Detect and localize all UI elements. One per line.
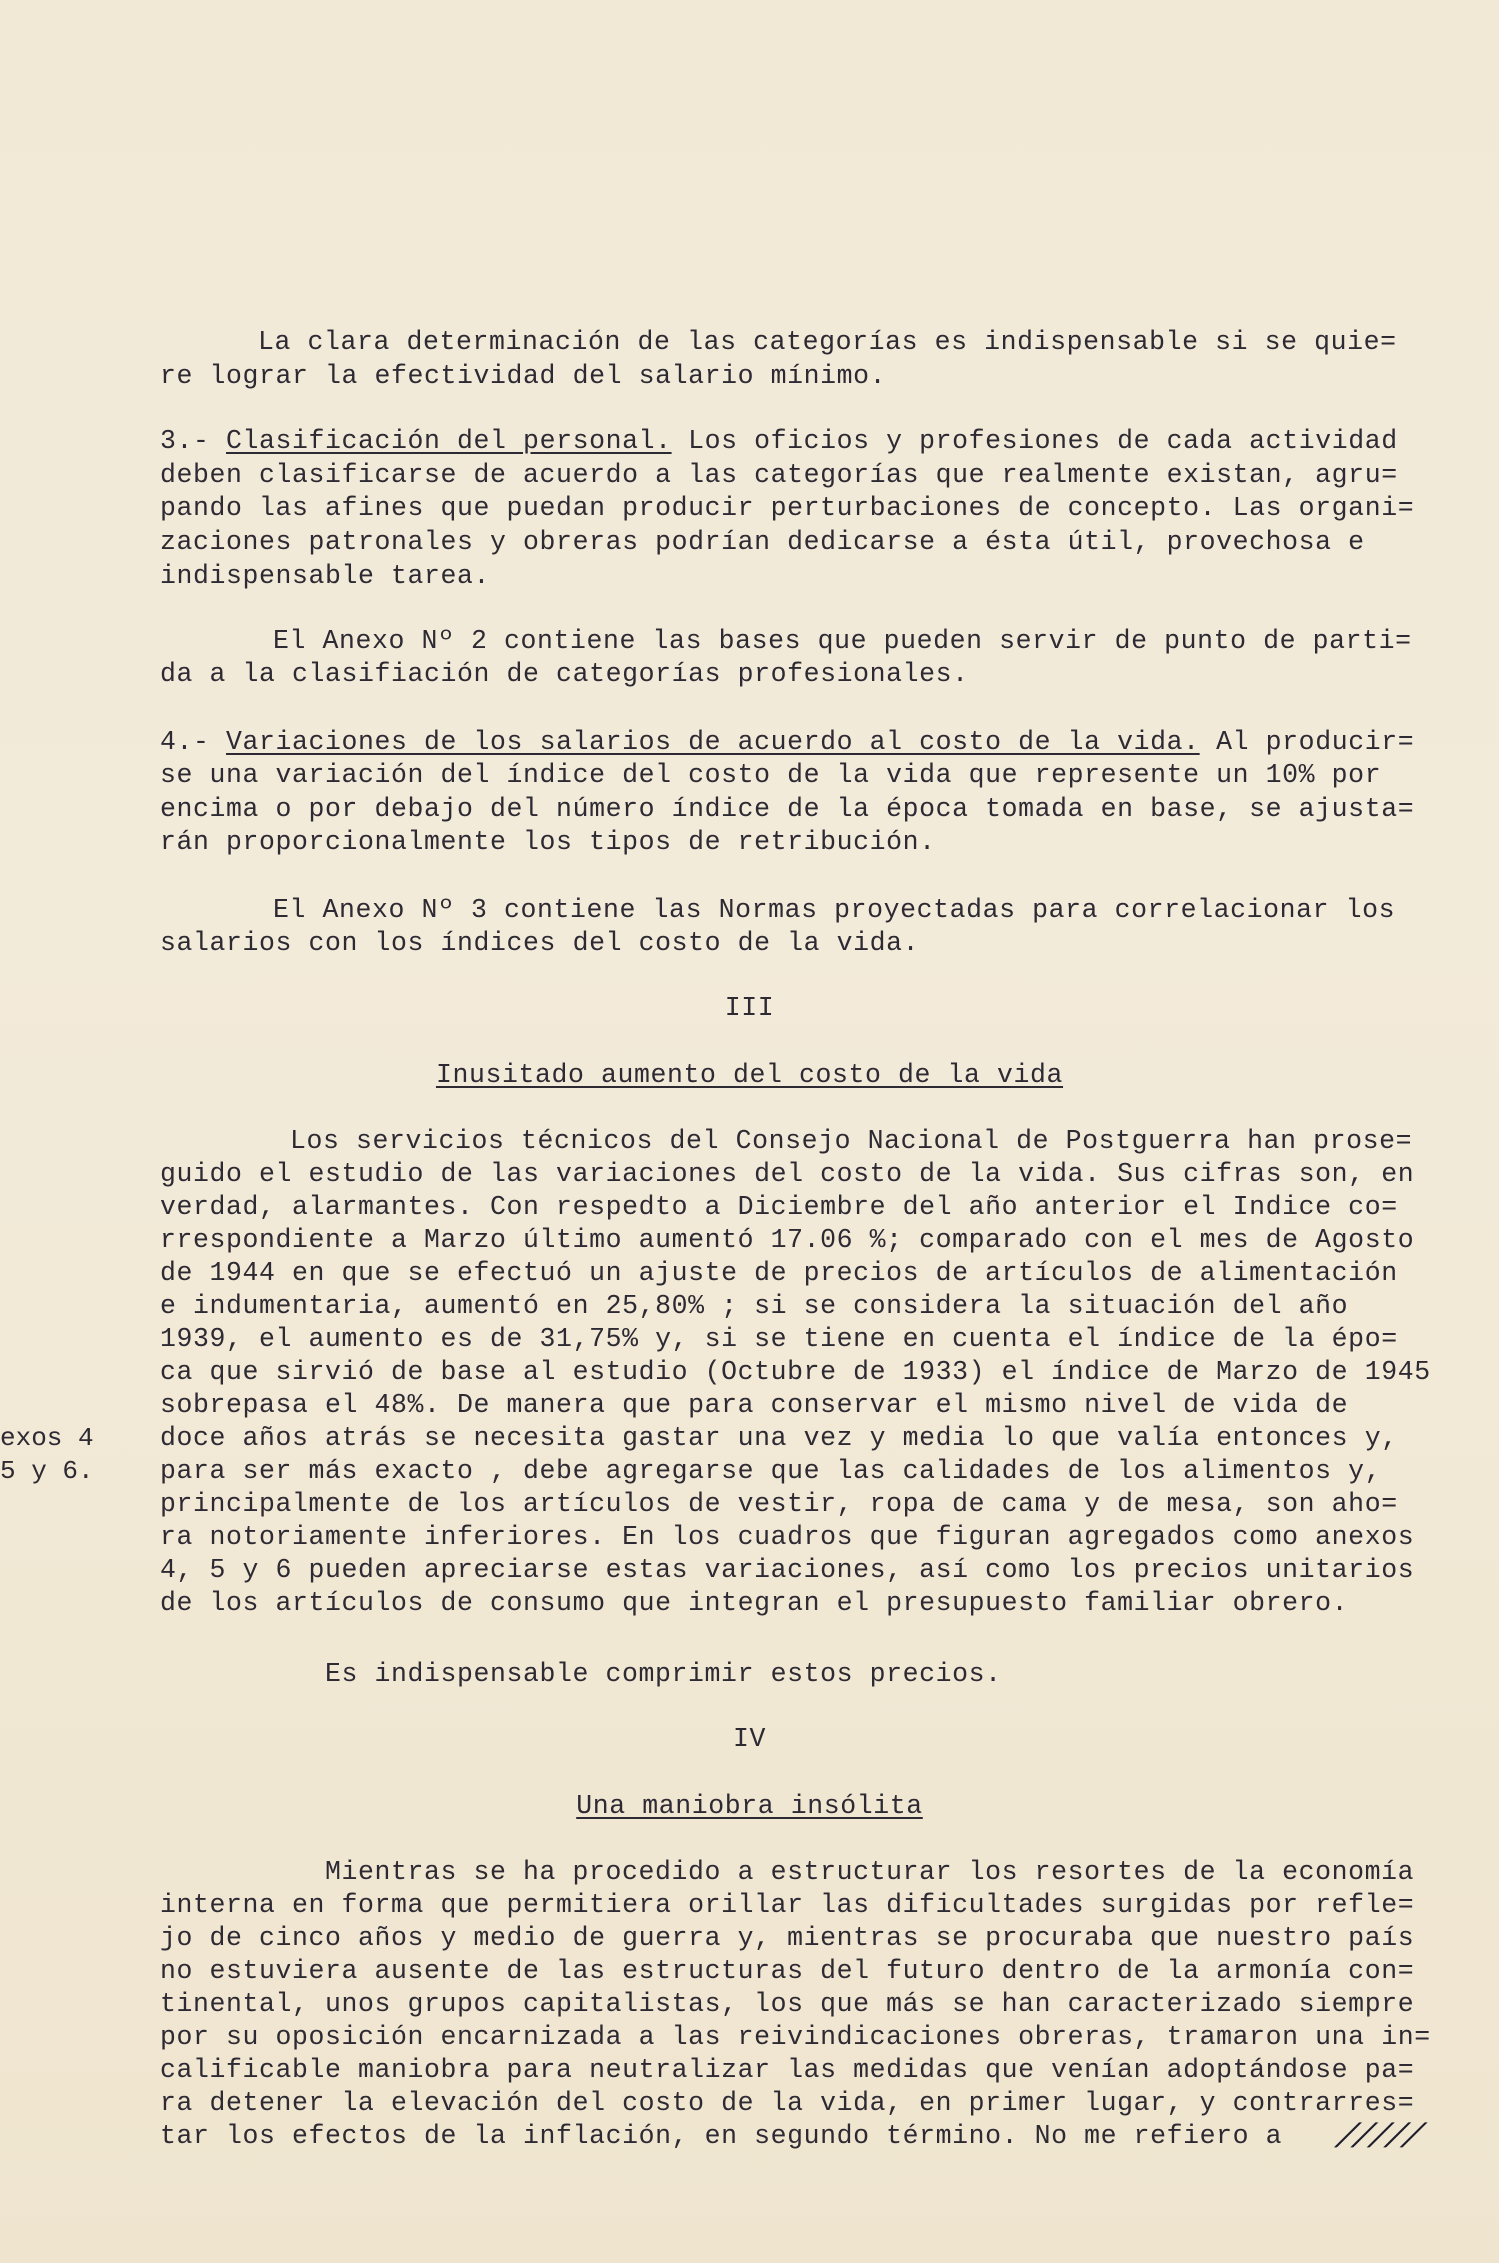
paragraph-line: interna en forma que permitiera orillar las dificultades surgidas por refle=: [160, 1890, 1415, 1920]
paragraph-line: deben clasificarse de acuerdo a las categorías que realmente existan, agru=: [160, 460, 1398, 490]
paragraph-line: da a la clasifiación de categorías profesionales.: [160, 659, 969, 689]
paragraph-line: La clara determinación de las categorías es indispensable si se quie=: [258, 327, 1397, 357]
paragraph-line: 4, 5 y 6 pueden apreciarse estas variaciones, así como los precios unitarios: [160, 1555, 1415, 1585]
paragraph-line: rán proporcionalmente los tipos de retribución.: [160, 827, 936, 857]
paragraph-line: se una variación del índice del costo de la vida que represente un 10% por: [160, 760, 1382, 790]
paragraph-line: ra notoriamente inferiores. En los cuadros que figuran agregados como anexos: [160, 1522, 1415, 1552]
paragraph-line: El Anexo Nº 2 contiene las bases que pueden servir de punto de parti=: [273, 626, 1412, 656]
paragraph-line: Mientras se ha procedido a estructurar los resortes de la economía: [325, 1857, 1415, 1887]
paragraph-line: ra detener la elevación del costo de la vida, en primer lugar, y contrarres=: [160, 2088, 1415, 2118]
section-4-first-line: [160, 726, 1430, 759]
paragraph-line: de 1944 en que se efectuó un ajuste de precios de artículos de alimentación: [160, 1258, 1398, 1288]
paragraph-line: encima o por debajo del número índice de la época tomada en base, se ajusta=: [160, 794, 1415, 824]
paragraph-line: pando las afines que puedan producir perturbaciones de concepto. Las organi=: [160, 493, 1415, 523]
paragraph-line: tinental, unos grupos capitalistas, los que más se han caracterizado siempre: [160, 1989, 1415, 2019]
paragraph-line: jo de cinco años y medio de guerra y, mientras se procuraba que nuestro país: [160, 1923, 1415, 1953]
section-3-label: 3.-: [160, 426, 227, 456]
paragraph-line: por su oposición encarnizada a las reivindicaciones obreras, tramaron una in=: [160, 2022, 1431, 2052]
paragraph-line: calificable maniobra para neutralizar las medidas que venían adoptándose pa=: [160, 2055, 1415, 2085]
paragraph-line: de los artículos de consumo que integran el presupuesto familiar obrero.: [160, 1588, 1349, 1618]
paragraph-line: 1939, el aumento es de 31,75% y, si se tiene en cuenta el índice de la épo=: [160, 1324, 1398, 1354]
chapter-iv-title: [0, 1790, 1499, 1823]
paragraph-line: zaciones patronales y obreras podrían dedicarse a ésta útil, provechosa e: [160, 527, 1365, 557]
paragraph-line: Es indispensable comprimir estos precios.: [325, 1659, 1002, 1689]
chapter-iii-numeral: III: [724, 993, 775, 1023]
paragraph-line: e indumentaria, aumentó en 25,80% ; si se considera la situación del año: [160, 1291, 1349, 1321]
section-4-label: 4.-: [160, 727, 227, 757]
paragraph-line: no estuviera ausente de las estructuras del futuro dentro de la armonía con=: [160, 1956, 1415, 1986]
paragraph-line: ca que sirvió de base al estudio (Octubre de 1933) el índice de Marzo de 1945: [160, 1357, 1431, 1387]
paragraph-line: indispensable tarea.: [160, 561, 491, 591]
paragraph-line: principalmente de los artículos de vestir, ropa de cama y de mesa, son aho=: [160, 1489, 1398, 1519]
chapter-iv-title-text: Una maniobra insólita: [576, 1791, 923, 1821]
paragraph-line: sobrepasa el 48%. De manera que para conservar el mismo nivel de vida de: [160, 1390, 1349, 1420]
chapter-iii-title: [0, 1059, 1499, 1092]
section-3-text: Los oficios y profesiones de cada actividad: [671, 426, 1398, 456]
paragraph-line: tar los efectos de la inflación, en segundo término. No me refiero a: [160, 2121, 1283, 2151]
margin-note-line: exos 4: [0, 1423, 94, 1453]
section-4-text: Al producir=: [1199, 727, 1415, 757]
chapter-iii-title-text: Inusitado aumento del costo de la vida: [435, 1060, 1064, 1090]
paragraph-line: rrespondiente a Marzo último aumentó 17.06 %; comparado con el mes de Agosto: [160, 1225, 1415, 1255]
paragraph-line: re lograr la efectividad del salario mínimo.: [160, 361, 887, 391]
chapter-iv-numeral: IV: [732, 1724, 766, 1754]
paragraph-line: para ser más exacto , debe agregarse que las calidades de los alimentos y,: [160, 1456, 1382, 1486]
section-3-first-line: [160, 425, 1430, 458]
margin-note-line: 5 y 6.: [0, 1456, 94, 1486]
paragraph-line: Los servicios técnicos del Consejo Nacional de Postguerra han prose=: [290, 1126, 1413, 1156]
paragraph-line: El Anexo Nº 3 contiene las Normas proyectadas para correlacionar los: [273, 895, 1396, 925]
paragraph-line: doce años atrás se necesita gastar una vez y media lo que valía entonces y,: [160, 1423, 1398, 1453]
paragraph-line: salarios con los índices del costo de la vida.: [160, 928, 920, 958]
section-3-heading: Clasificación del personal.: [226, 426, 672, 456]
paragraph-line: guido el estudio de las variaciones del costo de la vida. Sus cifras son, en: [160, 1159, 1415, 1189]
handwritten-slash-marks: /////: [1330, 2120, 1424, 2158]
section-4-heading: Variaciones de los salarios de acuerdo al costo de la vida.: [226, 727, 1200, 757]
paragraph-line: verdad, alarmantes. Con respedto a Diciembre del año anterior el Indice co=: [160, 1192, 1398, 1222]
